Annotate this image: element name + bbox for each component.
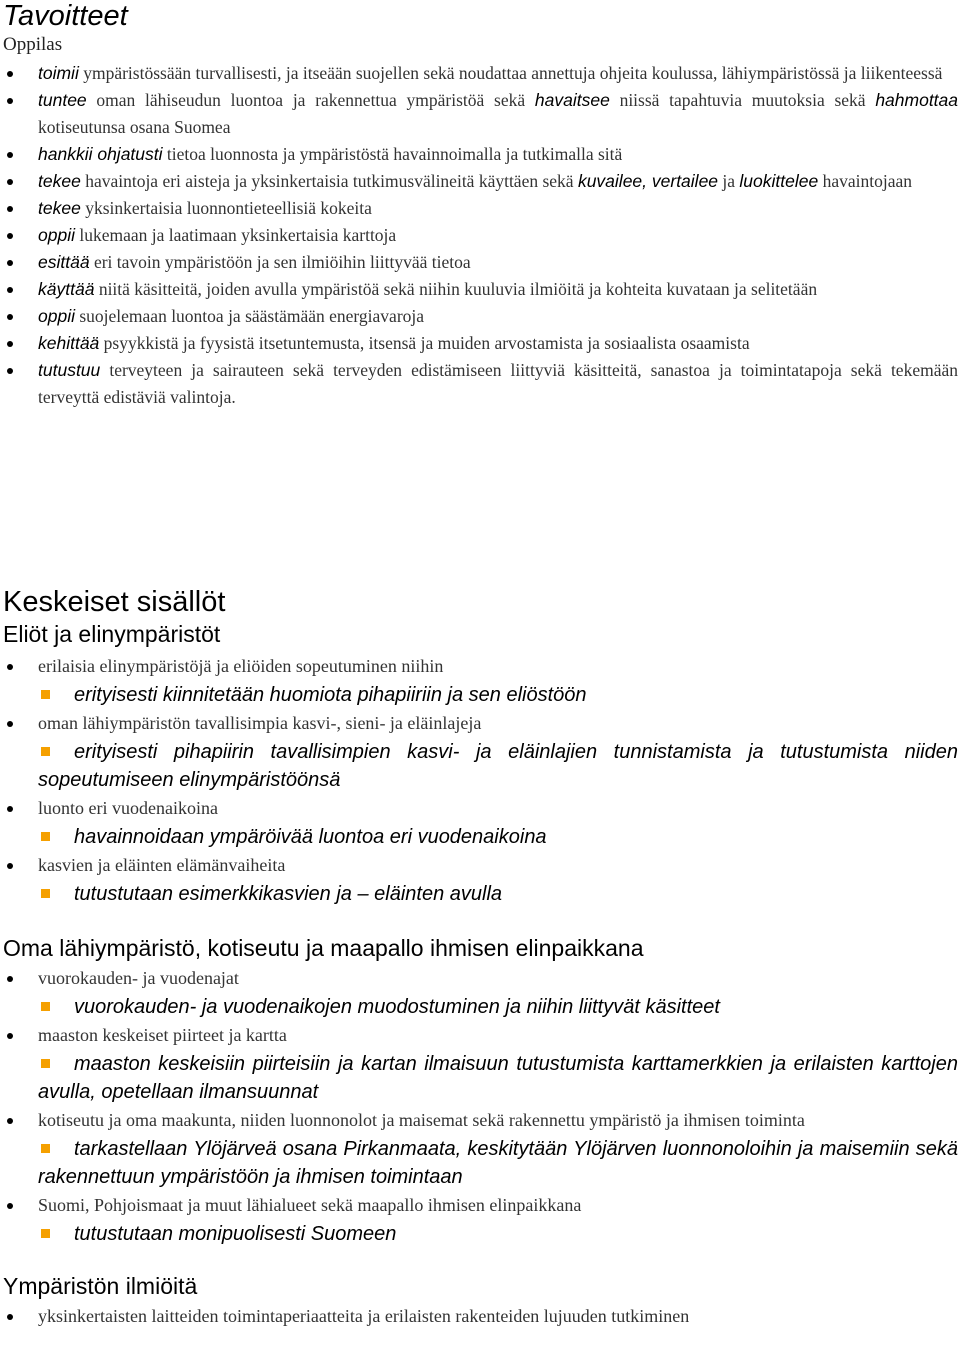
goal-text: havaintoja eri aisteja ja yksinkertaisia tutkimusvälineitä käyttäen sekä [80, 171, 578, 191]
bullet-icon [7, 368, 13, 374]
goal-text: eri tavoin ympäristöön ja sen ilmiöihin liittyvää tietoa [89, 252, 471, 272]
bullet-icon [7, 98, 13, 104]
content-subitem [0, 681, 960, 709]
goal-item [0, 357, 960, 411]
goal-keyword: tutustuu [38, 360, 101, 380]
orange-square-bullet-icon [41, 1002, 50, 1011]
bullet-icon [7, 71, 13, 77]
bullet-icon [7, 260, 13, 266]
content-item [0, 1302, 960, 1331]
heading-keskeiset: Keskeiset sisällöt [3, 586, 226, 618]
goal-keyword: oppii [38, 225, 75, 245]
content-subitem-text: erityisesti pihapiirin tavallisimpien kasvi- ja eläinlajien tunnistamista ja tutustumista niiden sopeutumiseen elinympäristöönsä [38, 741, 958, 791]
heading-tavoitteet: Tavoitteet [3, 0, 128, 32]
orange-square-bullet-icon [41, 747, 50, 756]
content-item-text: luonto eri vuodenaikoina [38, 798, 218, 818]
goal-text: terveyteen ja sairauteen sekä terveyden edistämiseen liittyviä käsitteitä, sanastoa ja toimintatapoja sekä tekemään terveyttä edistäviä valintoja. [38, 360, 958, 407]
heading-oma-lahiymparisto: Oma lähiympäristö, kotiseutu ja maapallo ihmisen elinpaikkana [3, 935, 644, 961]
goal-keyword: tuntee [38, 90, 87, 110]
goal-item [0, 303, 960, 330]
content-subitem-text: vuorokauden- ja vuodenaikojen muodostuminen ja niihin liittyvät käsitteet [74, 996, 720, 1018]
content-item-text: Suomi, Pohjoismaat ja muut lähialueet sekä maapallo ihmisen elinpaikkana [38, 1195, 582, 1215]
content-item-text: kotiseutu ja oma maakunta, niiden luonnonolot ja maisemat sekä rakennettu ympäristö ja ihmisen toiminta [38, 1110, 805, 1130]
orange-square-bullet-icon [41, 1144, 50, 1153]
content-item [0, 794, 960, 823]
content-item [0, 1106, 960, 1135]
goal-text: tietoa luonnosta ja ympäristöstä havainnoimalla ja tutkimalla sitä [162, 144, 623, 164]
goal-keyword: käyttää [38, 279, 95, 299]
content-subitem [0, 1135, 960, 1191]
goal-keyword: tekee [38, 198, 81, 218]
goal-keyword: kuvailee, vertailee [577, 171, 719, 191]
orange-square-bullet-icon [41, 832, 50, 841]
goal-item [0, 222, 960, 249]
lahiymparisto-list [0, 964, 960, 1248]
bullet-icon [7, 1033, 13, 1039]
goal-text: niitä käsitteitä, joiden avulla ympäristöä sekä niihin kuuluvia ilmiöitä ja kohteita kuvataan ja selitetään [94, 279, 818, 299]
content-subitem [0, 1220, 960, 1248]
content-subitem [0, 823, 960, 851]
goal-item [0, 276, 960, 303]
content-item-text: maaston keskeiset piirteet ja kartta [38, 1025, 287, 1045]
bullet-icon [7, 806, 13, 812]
content-item-text: erilaisia elinympäristöjä ja eliöiden sopeutuminen niihin [38, 656, 444, 676]
bullet-icon [7, 152, 13, 158]
content-item [0, 652, 960, 681]
bullet-icon [7, 976, 13, 982]
goal-item [0, 168, 960, 195]
goals-list [0, 60, 960, 411]
content-item [0, 851, 960, 880]
eliot-list [0, 652, 960, 908]
goal-text: niissä tapahtuvia muutoksia sekä [609, 90, 876, 110]
goal-text: suojelemaan luontoa ja säästämään energiavaroja [74, 306, 425, 326]
content-item [0, 1191, 960, 1220]
goal-keyword: esittää [38, 252, 90, 272]
orange-square-bullet-icon [41, 1059, 50, 1068]
goal-text: yksinkertaisia luonnontieteellisiä kokeita [80, 198, 372, 218]
goal-keyword: kehittää [38, 333, 100, 353]
goal-text: ympäristössään turvallisesti, ja itseään suojellen sekä noudattaa annettuja ohjeita koulussa, lähiympäristössä ja liikenteessä [78, 63, 943, 83]
content-subitem [0, 880, 960, 908]
goal-text: kotiseutunsa osana Suomea [38, 117, 231, 137]
subject-label: Oppilas [3, 34, 63, 55]
goal-item [0, 249, 960, 276]
bullet-icon [7, 1314, 13, 1320]
goal-item [0, 141, 960, 168]
content-item-text: oman lähiympäristön tavallisimpia kasvi-, sieni- ja eläinlajeja [38, 713, 482, 733]
bullet-icon [7, 863, 13, 869]
content-item-text: kasvien ja eläinten elämänvaiheita [38, 855, 286, 875]
content-subitem-text: havainnoidaan ympäröivää luontoa eri vuodenaikoina [74, 826, 547, 848]
heading-ymparisto-ilmioita: Ympäristön ilmiöitä [3, 1273, 198, 1299]
bullet-icon [7, 287, 13, 293]
goal-item [0, 330, 960, 357]
bullet-icon [7, 233, 13, 239]
goal-text: lukemaan ja laatimaan yksinkertaisia karttoja [74, 225, 397, 245]
goal-keyword: luokittelee [739, 171, 819, 191]
content-subitem [0, 1050, 960, 1106]
content-item [0, 1021, 960, 1050]
goal-item [0, 87, 960, 141]
goal-text: havaintojaan [818, 171, 913, 191]
content-item [0, 709, 960, 738]
bullet-icon [7, 341, 13, 347]
content-subitem-text: maaston keskeisiin piirteisiin ja kartan ilmaisuun tutustumista karttamerkkien ja erilaisten karttojen avulla, opetellaan ilmansuunnat [38, 1053, 958, 1103]
bullet-icon [7, 721, 13, 727]
goal-item [0, 195, 960, 222]
content-subitem [0, 738, 960, 794]
goal-text: psyykkistä ja fyysistä itsetuntemusta, itsensä ja muiden arvostamista ja sosiaalista osaamista [99, 333, 750, 353]
bullet-icon [7, 1203, 13, 1209]
section-keskeiset [0, 586, 960, 1331]
content-subitem-text: tutustutaan esimerkkikasvien ja – eläinten avulla [74, 883, 503, 905]
ilmioita-list [0, 1302, 960, 1331]
heading-eliot: Eliöt ja elinympäristöt [3, 621, 221, 647]
goal-text: ja [718, 171, 740, 191]
content-item-text: yksinkertaisten laitteiden toimintaperiaatteita ja erilaisten rakenteiden lujuuden tutkiminen [38, 1306, 690, 1326]
bullet-icon [7, 206, 13, 212]
goal-keyword: hankkii ohjatusti [38, 144, 163, 164]
bullet-icon [7, 664, 13, 670]
orange-square-bullet-icon [41, 690, 50, 699]
bullet-icon [7, 179, 13, 185]
orange-square-bullet-icon [41, 1229, 50, 1238]
content-item [0, 964, 960, 993]
goal-keyword: toimii [38, 63, 79, 83]
goal-keyword: hahmottaa [875, 90, 959, 110]
goal-keyword: tekee [38, 171, 81, 191]
bullet-icon [7, 1118, 13, 1124]
orange-square-bullet-icon [41, 889, 50, 898]
content-subitem-text: erityisesti kiinnitetään huomiota pihapiiriin ja sen eliöstöön [74, 684, 587, 706]
content-subitem-text: tutustutaan monipuolisesti Suomeen [74, 1223, 397, 1245]
goal-text: oman lähiseudun luontoa ja rakennettua ympäristöä sekä [86, 90, 535, 110]
goal-keyword: oppii [38, 306, 75, 326]
goal-keyword: havaitsee [534, 90, 610, 110]
content-item-text: vuorokauden- ja vuodenajat [38, 968, 239, 988]
content-subitem-text: tarkastellaan Ylöjärveä osana Pirkanmaata, keskitytään Ylöjärven luonnonoloihin ja maisemiin sekä rakennettuun ympäristöön ja ihmisen toimintaan [38, 1138, 958, 1188]
goal-item [0, 60, 960, 87]
section-tavoitteet [0, 0, 960, 411]
content-subitem [0, 993, 960, 1021]
bullet-icon [7, 314, 13, 320]
